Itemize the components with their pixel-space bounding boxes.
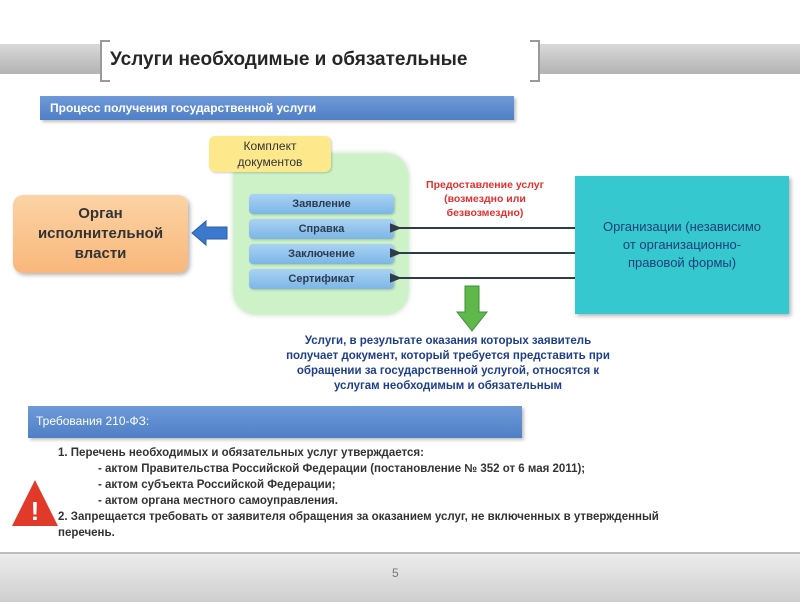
document-arrows [390, 215, 580, 285]
organizations-line-1: Организации (независимо [603, 219, 761, 234]
services-description [248, 334, 648, 394]
kit-label-line-1: Комплект [243, 139, 297, 153]
page-number: 5 [392, 566, 399, 580]
services-line-4: услугам необходимым и обязательным [333, 380, 563, 392]
organ-line-2: исполнительной [37, 225, 164, 242]
services-line-3: обращении за государственной услугой, относятся к [296, 365, 600, 377]
requirement-2-cont: перечень. [58, 527, 115, 539]
requirement-2: 2. Запрещается требовать от заявителя обращения за оказанием услуг, не включенных в утвержденный [58, 511, 659, 523]
document-certificate: Сертификат [249, 269, 394, 289]
organizations-line-2: от организационно- [622, 237, 742, 252]
requirement-1c: - актом органа местного самоуправления. [98, 495, 338, 507]
header-bar-left [0, 44, 100, 74]
documents-kit-label [209, 136, 331, 172]
services-line-1: Услуги, в результате оказания которых заявитель [304, 335, 592, 347]
down-arrow-icon [455, 284, 489, 334]
organ-line-3: власти [74, 245, 127, 262]
provide-line-3: безвозмездно) [446, 207, 524, 219]
requirement-1a: - актом Правительства Российской Федерации (постановление № 352 от 6 мая 2011); [98, 463, 586, 475]
process-header: Процесс получения государственной услуги [40, 96, 514, 120]
organizations-line-3: правовой формы) [627, 255, 737, 270]
document-certificate-ref: Справка [249, 219, 394, 239]
kit-label-line-2: документов [237, 155, 303, 169]
document-statement: Заявление [249, 194, 394, 214]
requirement-1: 1. Перечень необходимых и обязательных услуг утверждается: [58, 447, 424, 459]
requirement-1b: - актом субъекта Российской Федерации; [98, 479, 336, 491]
page-title: Услуги необходимые и обязательные [110, 49, 468, 70]
services-line-2: получает документ, который требуется представить при [286, 350, 610, 362]
footer-bar [0, 552, 800, 602]
provide-services-label [400, 178, 570, 220]
warning-icon [10, 478, 60, 528]
executive-authority-box [13, 195, 188, 273]
requirements-header: Требования 210-ФЗ: [28, 406, 522, 438]
provide-line-1: Предоставление услуг [426, 179, 544, 191]
organ-line-1: Орган [78, 205, 123, 222]
organizations-box [575, 176, 789, 314]
header-bar-right [540, 44, 800, 74]
provide-line-2: (возмездно или [444, 193, 526, 205]
requirements-list [58, 445, 768, 541]
document-conclusion: Заключение [249, 244, 394, 264]
warning-symbol: ! [30, 496, 40, 526]
left-arrow-icon [190, 218, 230, 248]
